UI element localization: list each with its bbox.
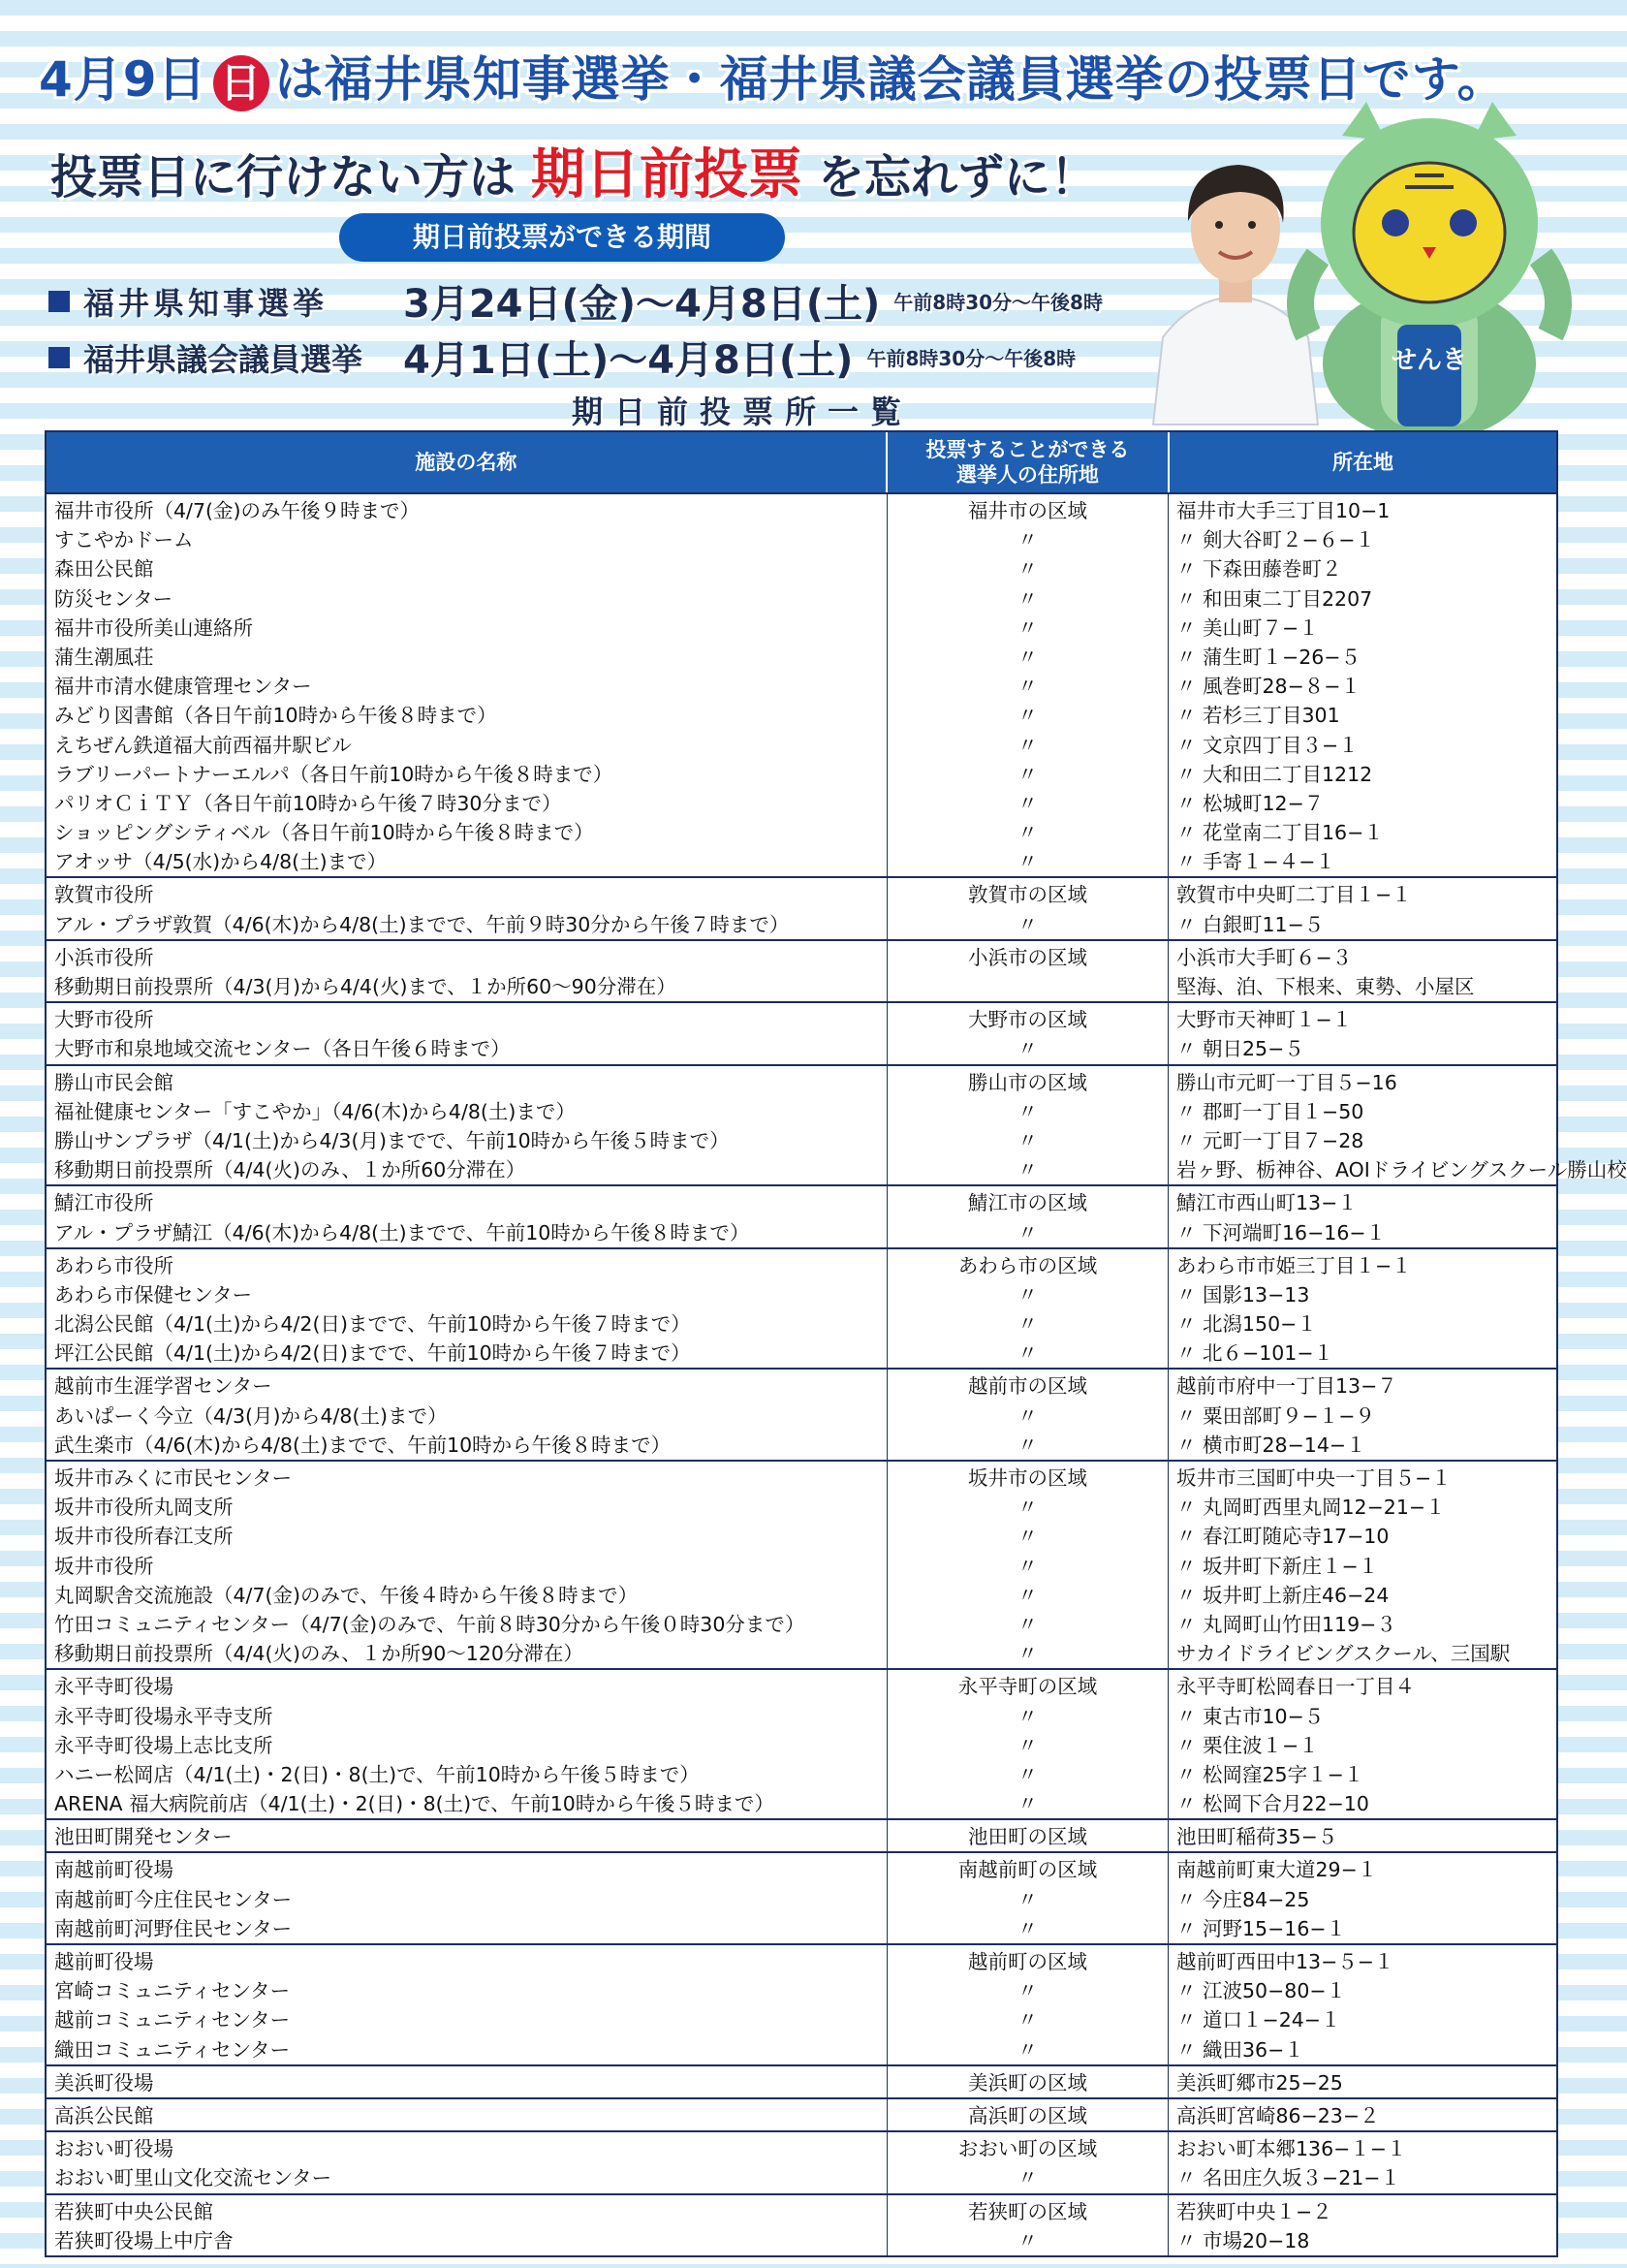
facility-name-column	[47, 2195, 888, 2255]
location-address-column	[1169, 494, 1556, 876]
facility-name: 小浜市役所	[54, 945, 154, 969]
period-row-assembly	[48, 330, 1076, 385]
facility-name: アオッサ（4/5(水)から4/8(土)まで）	[54, 850, 388, 874]
voter-area-column	[888, 1670, 1169, 1818]
location-address: 〃 朝日25−５	[1176, 1037, 1304, 1061]
location-address: サカイドライビングスクール、三国駅	[1176, 1642, 1511, 1666]
facility-name-column	[47, 1186, 888, 1246]
facility-name: 北潟公民館（4/1(土)から4/2(日)までで、午前10時から午後７時まで）	[54, 1312, 691, 1337]
facility-name: あいぱーく今立（4/3(月)から4/8(土)まで）	[54, 1403, 448, 1428]
facility-name: 移動期日前投票所（4/3(月)から4/4(火)まで、１か所60〜90分滞在）	[54, 975, 676, 998]
facility-name: 森田公民館	[54, 557, 154, 582]
facility-name-column	[47, 2132, 888, 2192]
location-address: 〃 下森田藤巻町２	[1176, 557, 1342, 582]
table-row-group	[47, 939, 1556, 1001]
facility-name: おおい町役場	[54, 2137, 173, 2161]
voter-area: 〃	[1017, 1762, 1038, 1786]
location-address: 〃 郡町一丁目１−50	[1176, 1099, 1364, 1123]
location-address-column	[1169, 1066, 1627, 1185]
table-row-group	[47, 876, 1556, 938]
location-address: 〃 江波50−80−１	[1176, 1979, 1347, 2003]
location-address-column	[1169, 1853, 1556, 1943]
voter-area: 〃	[1017, 1403, 1038, 1428]
location-address: 〃 丸岡町山竹田119−３	[1176, 1612, 1396, 1636]
facility-name: 福井市役所美山連絡所	[54, 615, 253, 640]
voter-area: 南越前町の区域	[957, 1858, 1098, 1882]
voter-area: 〃	[1017, 1496, 1038, 1520]
facility-name: 美浜町役場	[54, 2070, 154, 2095]
location-address: 敦賀市中央町二丁目１−１	[1176, 883, 1412, 907]
location-address-column	[1169, 1186, 1556, 1246]
period-dates: 4月1日(土)〜4月8日(土)	[403, 338, 854, 383]
location-address: 〃 春江町随応寺17−10	[1176, 1525, 1390, 1549]
location-address: 〃 松城町12−７	[1176, 791, 1325, 815]
voter-area-column	[888, 494, 1169, 876]
voter-area-column	[888, 2132, 1169, 2192]
facility-name: 越前市生涯学習センター	[54, 1374, 272, 1399]
facility-name-column	[47, 1945, 888, 2064]
bullet-square-icon	[48, 291, 70, 312]
facility-name-column	[47, 878, 888, 938]
header-voter-area: 投票することができる 選挙人の住所地	[888, 432, 1170, 492]
facility-name: 敦賀市役所	[54, 883, 154, 907]
location-address: 坂井市三国町中央一丁目５−１	[1176, 1466, 1452, 1490]
voter-area: 〃	[1017, 762, 1038, 786]
location-address-column	[1169, 1003, 1556, 1063]
voter-area: 若狭町の区域	[968, 2199, 1087, 2223]
facility-name: 鯖江市役所	[54, 1191, 154, 1215]
location-address: 〃 今庄84−25	[1176, 1887, 1310, 1911]
table-row-group	[47, 2130, 1556, 2192]
facility-name: 越前町役場	[54, 1950, 154, 1973]
facility-name: 池田町開発センター	[54, 1825, 233, 1849]
location-address: 〃 和田東二丁目2207	[1176, 586, 1373, 611]
facility-name: 永平寺町役場上志比支所	[54, 1733, 273, 1757]
facility-name: ラブリーパートナーエルパ（各日午前10時から午後８時まで）	[54, 762, 613, 786]
facility-name: みどり図書館（各日午前10時から午後８時まで）	[54, 704, 497, 728]
facility-name: 高浜公民館	[54, 2103, 154, 2127]
voter-area: 〃	[1017, 2166, 1038, 2190]
voter-area: 〃	[1017, 1642, 1038, 1666]
headline-election-day	[39, 41, 1570, 111]
location-address: 〃 道口１−24−１	[1176, 2008, 1341, 2032]
facility-name: 福井市清水健康管理センター	[54, 675, 312, 699]
location-address: 〃 丸岡町西里丸岡12−21−１	[1176, 1496, 1446, 1520]
location-address: 〃 北６−101−１	[1176, 1341, 1333, 1366]
voter-area: 〃	[1017, 1341, 1038, 1366]
facility-name: 永平寺町役場	[54, 1675, 173, 1699]
period-election-name: 福井県知事選挙	[83, 284, 329, 322]
location-address: 若狭町中央１−２	[1176, 2199, 1332, 2223]
facility-name-column	[47, 1249, 888, 1369]
location-address: 池田町稲荷35−５	[1176, 1825, 1338, 1849]
voter-area: 〃	[1017, 1733, 1038, 1757]
table-row-group	[47, 1184, 1556, 1246]
voter-area: 越前市の区域	[968, 1374, 1087, 1399]
location-address-column	[1169, 941, 1556, 1001]
facility-name: アル・プラザ敦賀（4/6(木)から4/8(土)までで、午前９時30分から午後７時まで）	[54, 912, 790, 936]
facility-name: 坂井市役所春江支所	[54, 1525, 234, 1549]
location-address: 〃 河野15−16−１	[1176, 1916, 1347, 1940]
table-row-group	[47, 1001, 1556, 1063]
voter-area-column	[888, 1462, 1169, 1668]
headline-date: 4月9日	[39, 51, 207, 108]
period-election-name: 福井県議会議員選挙	[83, 340, 363, 378]
location-address: 永平寺町松岡春日一丁目４	[1176, 1675, 1415, 1699]
location-address: 〃 北潟150−１	[1176, 1312, 1317, 1337]
location-address-column	[1169, 1945, 1556, 2064]
voter-area: おおい町の区域	[957, 2137, 1098, 2161]
voter-area: 〃	[1017, 675, 1038, 699]
early-voting-highlight: 期日前投票	[531, 143, 803, 206]
voter-area	[888, 972, 1168, 1001]
voter-area-column	[888, 2195, 1169, 2255]
location-address: 〃 花堂南二丁目16−１	[1176, 821, 1384, 845]
location-address: 越前町西田中13−５−１	[1176, 1950, 1394, 1973]
voter-area: 〃	[1017, 1433, 1038, 1457]
facility-name-column	[47, 1462, 888, 1668]
location-address: 大野市天神町１−１	[1176, 1008, 1353, 1032]
location-address-column	[1169, 1249, 1556, 1369]
location-address: 〃 栗住波１−１	[1176, 1733, 1319, 1757]
facility-name-column	[47, 941, 888, 1001]
facility-name: 竹田コミュニティセンター（4/7(金)のみで、午前８時30分から午後０時30分まで）	[54, 1612, 805, 1636]
facility-name-column	[47, 494, 888, 876]
table-row-group	[47, 1943, 1556, 2064]
voter-area: 〃	[1017, 2008, 1038, 2032]
period-hours: 午前8時30分〜午後8時	[893, 291, 1103, 314]
voter-area: 大野市の区域	[968, 1008, 1087, 1032]
voter-area: 〃	[1017, 1979, 1038, 2003]
voter-area: 〃	[1017, 586, 1038, 611]
location-address-column	[1169, 2099, 1556, 2130]
voter-area-column	[888, 2066, 1169, 2097]
location-address: 〃 手寄１−４−１	[1176, 850, 1335, 874]
facility-name-column	[47, 2066, 888, 2097]
list-title: 期日前投票所一覧	[572, 394, 914, 430]
facility-name: ARENA 福大病院前店（4/1(土)・2(日)・8(土)で、午前10時から午後５時まで）	[54, 1792, 774, 1816]
table-row-group	[47, 2064, 1556, 2097]
voter-area: 〃	[1017, 1704, 1038, 1728]
location-address: 〃 名田庄久坂３−21−１	[1176, 2166, 1400, 2190]
facility-name: 勝山サンプラザ（4/1(土)から4/3(月)までで、午前10時から午後５時まで）	[54, 1128, 730, 1152]
facility-name: 坂井市役所	[54, 1554, 154, 1578]
facility-name: おおい町里山文化交流センター	[54, 2166, 332, 2190]
facility-name: 蒲生潮風荘	[54, 645, 154, 669]
facility-name: ショッピングシティベル（各日午前10時から午後８時まで）	[54, 821, 594, 845]
sunday-badge: 日	[213, 55, 269, 111]
voter-area: 〃	[1017, 1792, 1038, 1816]
table-row-group	[47, 1368, 1556, 1460]
voter-area-column	[888, 1853, 1169, 1943]
facility-name-column	[47, 1670, 888, 1818]
voter-area: 〃	[1017, 1037, 1038, 1061]
facility-name: 南越前町役場	[54, 1858, 173, 1882]
facility-name: 南越前町今庄住民センター	[54, 1887, 293, 1911]
voter-area: 永平寺町の区域	[957, 1675, 1098, 1699]
headline-text: は福井県知事選挙・福井県議会議員選挙の投票日です。	[274, 51, 1507, 108]
voter-area-column	[888, 1249, 1169, 1369]
table-row-group	[47, 2193, 1556, 2255]
voter-area: 高浜町の区域	[968, 2103, 1087, 2127]
voter-area: 坂井市の区域	[968, 1466, 1087, 1490]
facility-name: 坪江公民館（4/1(土)から4/2(日)までで、午前10時から午後７時まで）	[54, 1341, 691, 1366]
table-row-group	[47, 1460, 1556, 1668]
location-address-column	[1169, 878, 1556, 938]
voter-area: 〃	[1017, 1554, 1038, 1578]
facility-name-column	[47, 1370, 888, 1460]
location-address: 〃 粟田部町９−１−９	[1176, 1403, 1375, 1428]
location-address: 高浜町宮崎86−23−２	[1176, 2103, 1380, 2127]
facility-name: パリオＣｉＴＹ（各日午前10時から午後７時30分まで）	[54, 791, 562, 815]
voter-area: 〃	[1017, 1128, 1038, 1152]
facility-name: あわら市保健センター	[54, 1282, 253, 1307]
voter-area: 〃	[1017, 557, 1038, 582]
voter-area: 越前町の区域	[968, 1950, 1087, 1973]
table-row-group	[47, 1247, 1556, 1369]
voter-area: 〃	[1017, 1583, 1038, 1607]
voter-area: 〃	[1017, 733, 1038, 757]
voter-area-column	[888, 1945, 1169, 2064]
location-address: 〃 風巻町28−８−１	[1176, 675, 1361, 699]
voter-area: 〃	[1017, 2228, 1038, 2252]
facility-name: 大野市和泉地域交流センター（各日午後６時まで）	[54, 1037, 511, 1061]
facility-name: 若狭町役場上中庁舎	[54, 2228, 234, 2252]
facility-name: 福井市役所（4/7(金)のみ午後９時まで）	[54, 499, 420, 522]
voter-area: 福井市の区域	[968, 499, 1087, 522]
mascot-character	[1289, 102, 1570, 426]
voter-area-column	[888, 878, 1169, 938]
facility-name: 防災センター	[54, 586, 173, 611]
polling-stations-table	[45, 430, 1627, 2257]
facility-name: 宮崎コミュニティセンター	[54, 1979, 291, 2003]
period-title: 期日前投票ができる期間	[339, 213, 785, 262]
location-address: 〃 坂井町上新庄46−24	[1176, 1583, 1390, 1607]
voter-area-column	[888, 1370, 1169, 1460]
table-row-group	[47, 1851, 1556, 1943]
facility-name-column	[47, 1003, 888, 1063]
facility-name: 移動期日前投票所（4/4(火)のみ、１か所60分滞在）	[54, 1158, 526, 1182]
table-header	[47, 432, 1556, 492]
header-location: 所在地	[1332, 451, 1393, 474]
location-address: 〃 美山町７−１	[1176, 615, 1319, 640]
facility-name-column	[47, 1820, 888, 1851]
location-address: 〃 織田36−１	[1176, 2037, 1304, 2062]
facility-name-column	[47, 1066, 888, 1185]
voter-area: 〃	[1017, 1612, 1038, 1636]
location-address: あわら市市姫三丁目１−１	[1176, 1253, 1412, 1277]
table-row-group	[47, 1064, 1627, 1185]
location-address: 岩ヶ野、栃神谷、AOIドライビングスクール勝山校	[1176, 1158, 1627, 1182]
facility-name: 武生楽市（4/6(木)から4/8(土)までで、午前10時から午後８時まで）	[54, 1433, 672, 1457]
facility-name: 大野市役所	[54, 1008, 154, 1032]
voter-area: 〃	[1017, 791, 1038, 815]
header-facility-name: 施設の名称	[47, 432, 888, 492]
facility-name: ハニー松岡店（4/1(土)・2(日)・8(土)で、午前10時から午後５時まで）	[54, 1762, 700, 1786]
facility-name: すこやかドーム	[54, 528, 194, 552]
voter-area-column	[888, 1003, 1169, 1063]
location-address-column	[1169, 1670, 1556, 1818]
table-row-group	[47, 1818, 1556, 1851]
location-address: 〃 坂井町下新庄１−１	[1176, 1554, 1379, 1578]
voter-area: 〃	[1017, 1220, 1038, 1244]
facility-name: 福祉健康センター「すこやか」（4/6(木)から4/8(土)まで）	[54, 1099, 576, 1123]
voter-area: 小浜市の区域	[968, 945, 1087, 969]
location-address: 鯖江市西山町13−１	[1176, 1191, 1358, 1215]
facility-name: あわら市役所	[54, 1253, 173, 1277]
location-address: 〃 蒲生町１−26−５	[1176, 645, 1361, 669]
location-address-column	[1169, 2195, 1556, 2255]
facility-name: 若狭町中央公民館	[54, 2199, 213, 2223]
location-address: 〃 東古市10−５	[1176, 1704, 1325, 1728]
voter-area: 〃	[1017, 850, 1038, 874]
facility-name: 南越前町河野住民センター	[54, 1916, 293, 1940]
voter-area-column	[888, 941, 1169, 1001]
facility-name: 勝山市民会館	[54, 1070, 173, 1094]
facility-name-column	[47, 1853, 888, 1943]
headline-reminder	[50, 132, 1097, 209]
location-address-column	[1169, 1462, 1556, 1668]
facility-name: 移動期日前投票所（4/4(火)のみ、１か所90〜120分滞在）	[54, 1642, 583, 1666]
period-hours: 午前8時30分〜午後8時	[866, 347, 1077, 370]
voter-area: 〃	[1017, 1312, 1038, 1337]
location-address: 〃 下河端町16−16−１	[1176, 1220, 1387, 1244]
voter-area: 〃	[1017, 2037, 1038, 2062]
table-body	[47, 492, 1627, 2255]
location-address: 美浜町郷市25−25	[1176, 2070, 1343, 2095]
location-address: 〃 松岡下合月22−10	[1176, 1792, 1369, 1816]
voter-area-column	[888, 1066, 1169, 1185]
location-address: 勝山市元町一丁目５−16	[1176, 1070, 1397, 1094]
voter-area: 〃	[1017, 1887, 1038, 1911]
facility-name: えちぜん鉄道福大前西福井駅ビル	[54, 733, 352, 757]
voter-area: 〃	[1017, 645, 1038, 669]
facility-name: 永平寺町役場永平寺支所	[54, 1704, 273, 1728]
voter-area: あわら市の区域	[957, 1253, 1098, 1277]
location-address: おおい町本郷136−１−１	[1176, 2137, 1407, 2161]
voter-area: 〃	[1017, 912, 1038, 936]
period-row-governor	[48, 273, 1103, 329]
table-row-group	[47, 1668, 1556, 1818]
facility-name: 越前コミュニティセンター	[54, 2008, 291, 2032]
location-address: 小浜市大手町６−３	[1176, 945, 1353, 969]
table-row-group	[47, 2097, 1556, 2130]
voter-area: 〃	[1017, 821, 1038, 845]
voter-area-column	[888, 1820, 1169, 1851]
facility-name: 丸岡駅舎交流施設（4/7(金)のみで、午後４時から午後８時まで）	[54, 1583, 639, 1607]
facility-name: 坂井市役所丸岡支所	[54, 1496, 234, 1520]
reminder-text-b: を忘れずに！	[818, 150, 1098, 205]
voter-area: 池田町の区域	[968, 1825, 1087, 1849]
bullet-square-icon	[48, 347, 70, 368]
reminder-text-a: 投票日に行けない方は	[50, 150, 516, 205]
voter-area: 〃	[1017, 615, 1038, 640]
period-dates: 3月24日(金)〜4月8日(土)	[403, 282, 881, 327]
location-address-column	[1169, 2066, 1556, 2097]
location-address: 堅海、泊、下根来、東勢、小屋区	[1176, 975, 1475, 998]
location-address: 〃 文京四丁目３−１	[1176, 733, 1359, 757]
voter-area: 〃	[1017, 1099, 1038, 1123]
location-address-column	[1169, 2132, 1556, 2192]
voter-area: 〃	[1017, 704, 1038, 728]
location-address: 福井市大手三丁目10−1	[1176, 499, 1391, 522]
table-row-group	[47, 492, 1556, 876]
facility-name: アル・プラザ鯖江（4/6(木)から4/8(土)までで、午前10時から午後８時まで）	[54, 1220, 750, 1244]
location-address: 〃 横市町28−14−１	[1176, 1433, 1366, 1457]
voter-area: 〃	[1017, 1158, 1038, 1182]
location-address: 〃 剣大谷町２−６−１	[1176, 528, 1375, 552]
voter-area: 〃	[1017, 1525, 1038, 1549]
location-address-column	[1169, 1370, 1556, 1460]
location-address-column	[1169, 1820, 1556, 1851]
voter-area: 美浜町の区域	[968, 2070, 1087, 2095]
mascot-badge-text: せんき	[1391, 346, 1468, 375]
voter-area: 敦賀市の区域	[968, 883, 1087, 907]
voter-area: 鯖江市の区域	[968, 1191, 1087, 1215]
voter-area: 〃	[1017, 1282, 1038, 1307]
voter-area-column	[888, 2099, 1169, 2130]
location-address: 〃 大和田二丁目1212	[1176, 762, 1373, 786]
location-address: 〃 白銀町11−５	[1176, 912, 1325, 936]
voter-area-column	[888, 1186, 1169, 1246]
location-address: 〃 若杉三丁目301	[1176, 704, 1340, 728]
facility-name: 織田コミュニティセンター	[54, 2037, 291, 2062]
location-address: 〃 国影13−13	[1176, 1282, 1310, 1307]
facility-name-column	[47, 2099, 888, 2130]
location-address: 〃 松岡窪25字１−１	[1176, 1762, 1364, 1786]
location-address: 南越前町東大道29−１	[1176, 1858, 1378, 1882]
voter-area: 〃	[1017, 528, 1038, 552]
location-address: 〃 市場20−18	[1176, 2228, 1310, 2252]
location-address: 越前市府中一丁目13−７	[1176, 1374, 1397, 1399]
voter-area: 勝山市の区域	[968, 1070, 1087, 1094]
location-address: 〃 元町一丁目７−28	[1176, 1128, 1364, 1152]
voter-area: 〃	[1017, 1916, 1038, 1940]
facility-name: 坂井市みくに市民センター	[54, 1466, 293, 1490]
